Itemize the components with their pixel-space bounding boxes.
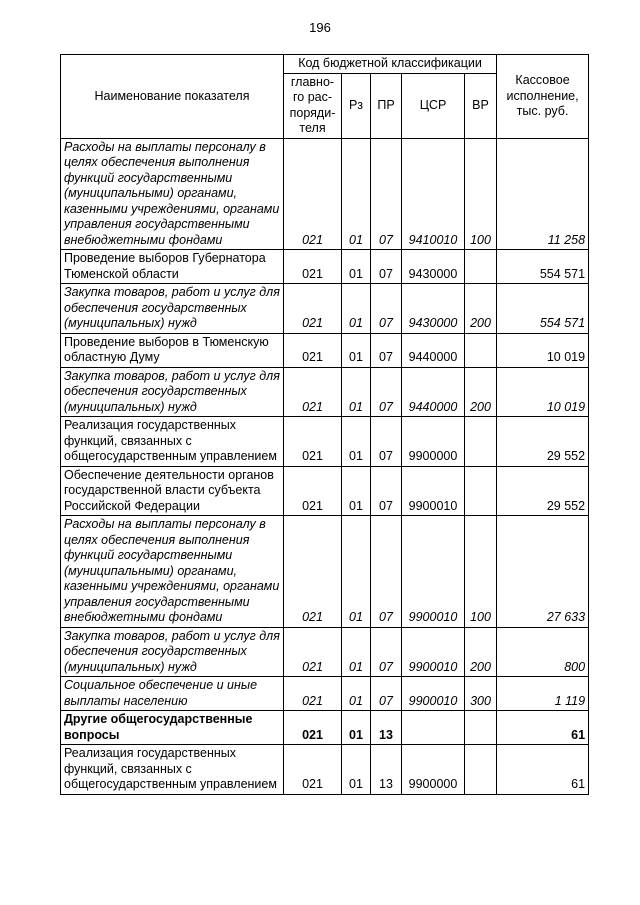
row-csr: 9430000 — [402, 250, 465, 284]
row-pr: 07 — [371, 250, 402, 284]
row-vr — [465, 250, 497, 284]
row-rz: 01 — [342, 284, 371, 334]
row-pr: 07 — [371, 138, 402, 250]
row-vr — [465, 466, 497, 516]
header-vr: ВР — [465, 73, 497, 138]
row-admin-code: 021 — [284, 711, 342, 745]
row-amount: 10 019 — [497, 367, 589, 417]
row-rz: 01 — [342, 627, 371, 677]
row-admin-code: 021 — [284, 138, 342, 250]
budget-table — [60, 54, 589, 795]
row-name: Другие общегосударственные вопросы — [61, 711, 284, 745]
row-rz: 01 — [342, 516, 371, 628]
row-vr: 300 — [465, 677, 497, 711]
row-amount: 27 633 — [497, 516, 589, 628]
row-name: Реализация государственных функций, связанных с общегосударственным управлением — [61, 745, 284, 795]
row-name: Обеспечение деятельности органов государственной власти субъекта Российской Федерации — [61, 466, 284, 516]
table-row — [61, 466, 589, 516]
header-name: Наименование показателя — [61, 55, 284, 139]
header-code-group: Код бюджетной классификации — [284, 55, 497, 74]
header-amount: Кассовое исполнение, тыс. руб. — [497, 55, 589, 139]
row-pr: 07 — [371, 516, 402, 628]
row-pr: 07 — [371, 627, 402, 677]
row-admin-code: 021 — [284, 677, 342, 711]
row-csr: 9900010 — [402, 466, 465, 516]
row-admin-code: 021 — [284, 367, 342, 417]
row-csr — [402, 711, 465, 745]
table-row — [61, 367, 589, 417]
row-amount: 554 571 — [497, 250, 589, 284]
row-amount: 11 258 — [497, 138, 589, 250]
row-rz: 01 — [342, 250, 371, 284]
row-pr: 07 — [371, 333, 402, 367]
row-csr: 9900000 — [402, 417, 465, 467]
row-admin-code: 021 — [284, 250, 342, 284]
table-row — [61, 627, 589, 677]
row-name: Реализация государственных функций, связанных с общегосударственным управлением — [61, 417, 284, 467]
table-row — [61, 250, 589, 284]
row-vr — [465, 417, 497, 467]
row-admin-code: 021 — [284, 745, 342, 795]
row-amount: 10 019 — [497, 333, 589, 367]
row-rz: 01 — [342, 745, 371, 795]
row-admin-code: 021 — [284, 516, 342, 628]
row-rz: 01 — [342, 333, 371, 367]
row-name: Социальное обеспечение и иные выплаты населению — [61, 677, 284, 711]
row-admin-code: 021 — [284, 333, 342, 367]
row-pr: 07 — [371, 417, 402, 467]
row-vr: 200 — [465, 367, 497, 417]
row-amount: 800 — [497, 627, 589, 677]
row-csr: 9410010 — [402, 138, 465, 250]
row-name: Проведение выборов в Тюменскую областную Думу — [61, 333, 284, 367]
row-pr: 07 — [371, 466, 402, 516]
row-amount: 61 — [497, 745, 589, 795]
row-pr: 13 — [371, 711, 402, 745]
table-row — [61, 284, 589, 334]
row-vr: 200 — [465, 284, 497, 334]
row-amount: 29 552 — [497, 466, 589, 516]
row-vr: 200 — [465, 627, 497, 677]
row-name: Закупка товаров, работ и услуг для обеспечения государственных (муниципальных) нужд — [61, 284, 284, 334]
row-name: Закупка товаров, работ и услуг для обеспечения государственных (муниципальных) нужд — [61, 367, 284, 417]
row-pr: 07 — [371, 284, 402, 334]
row-amount: 29 552 — [497, 417, 589, 467]
table-row — [61, 711, 589, 745]
row-name: Расходы на выплаты персоналу в целях обеспечения выполнения функций государственными (муниципальными) органами, казенными учреждениями, органами управления государственными внебюджетными фондами — [61, 138, 284, 250]
table-row — [61, 333, 589, 367]
row-csr: 9900000 — [402, 745, 465, 795]
row-csr: 9440000 — [402, 367, 465, 417]
table-row — [61, 677, 589, 711]
row-admin-code: 021 — [284, 417, 342, 467]
row-rz: 01 — [342, 677, 371, 711]
row-csr: 9900010 — [402, 516, 465, 628]
row-amount: 1 119 — [497, 677, 589, 711]
header-rz: Рз — [342, 73, 371, 138]
row-amount: 61 — [497, 711, 589, 745]
row-vr — [465, 711, 497, 745]
table-row — [61, 138, 589, 250]
header-csr: ЦСР — [402, 73, 465, 138]
row-rz: 01 — [342, 711, 371, 745]
row-rz: 01 — [342, 417, 371, 467]
row-admin-code: 021 — [284, 284, 342, 334]
row-rz: 01 — [342, 466, 371, 516]
row-amount: 554 571 — [497, 284, 589, 334]
table-row — [61, 516, 589, 628]
row-name: Закупка товаров, работ и услуг для обеспечения государственных (муниципальных) нужд — [61, 627, 284, 677]
row-name: Расходы на выплаты персоналу в целях обеспечения выполнения функций государственными (муниципальными) органами, казенными учреждениями, органами управления государственными внебюджетными фондами — [61, 516, 284, 628]
header-main-admin: главно- го рас- поряди- теля — [284, 73, 342, 138]
row-csr: 9440000 — [402, 333, 465, 367]
header-pr: ПР — [371, 73, 402, 138]
row-pr: 13 — [371, 745, 402, 795]
row-csr: 9430000 — [402, 284, 465, 334]
row-admin-code: 021 — [284, 627, 342, 677]
row-vr: 100 — [465, 138, 497, 250]
row-admin-code: 021 — [284, 466, 342, 516]
row-rz: 01 — [342, 138, 371, 250]
table-row — [61, 417, 589, 467]
row-name: Проведение выборов Губернатора Тюменской области — [61, 250, 284, 284]
table-row — [61, 745, 589, 795]
row-vr: 100 — [465, 516, 497, 628]
row-vr — [465, 333, 497, 367]
row-pr: 07 — [371, 367, 402, 417]
row-csr: 9900010 — [402, 677, 465, 711]
row-rz: 01 — [342, 367, 371, 417]
page-number: 196 — [309, 20, 331, 35]
row-pr: 07 — [371, 677, 402, 711]
row-csr: 9900010 — [402, 627, 465, 677]
table-body — [61, 138, 589, 794]
row-vr — [465, 745, 497, 795]
